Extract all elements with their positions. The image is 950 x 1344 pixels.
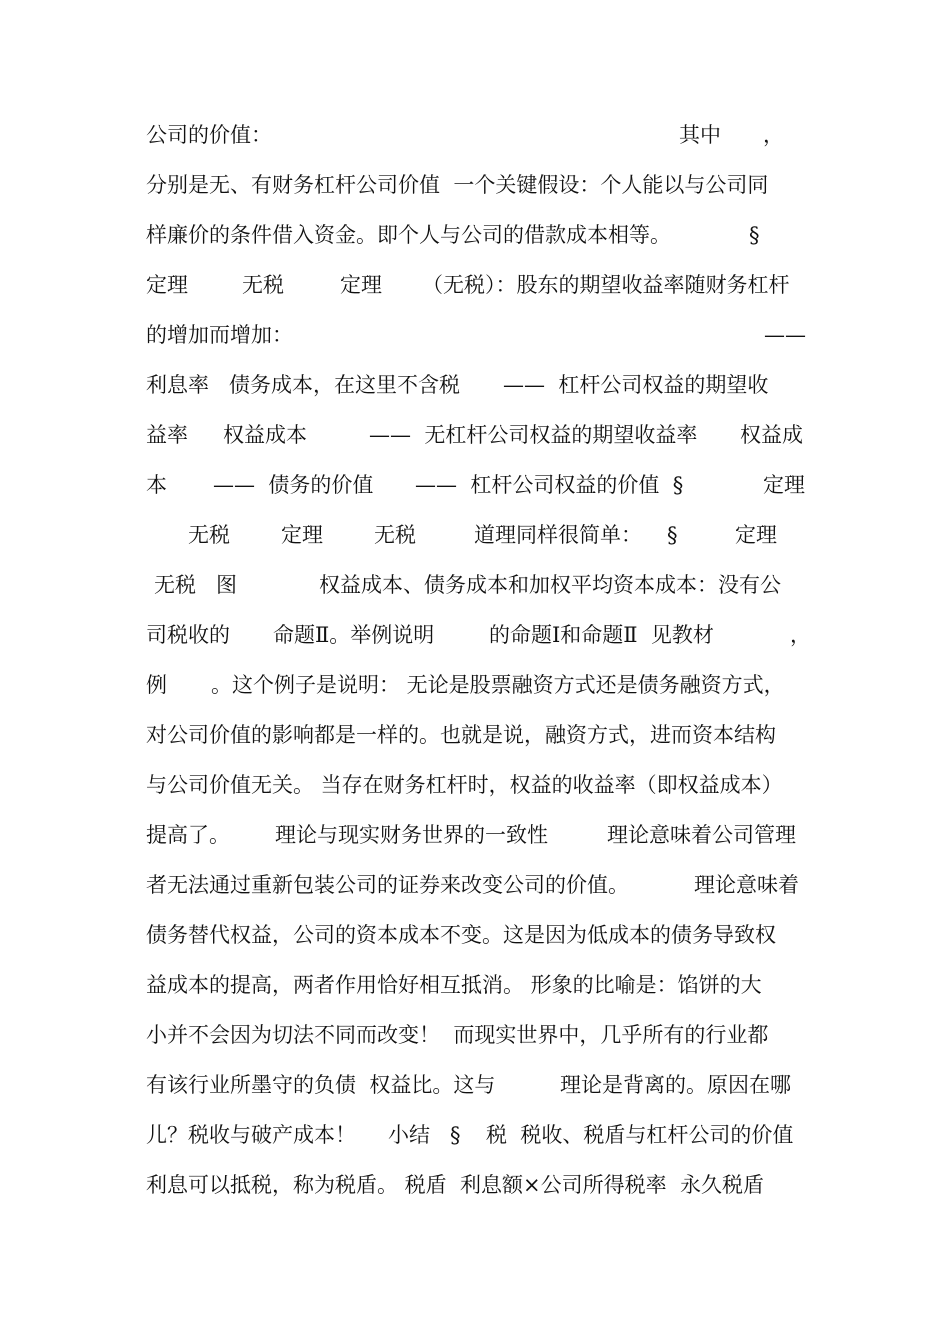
text-line [146,1118,810,1152]
text-line [146,718,810,752]
text-line [146,868,810,902]
text-line [146,168,810,202]
text-segment: —— 债务的价值 [213,473,374,497]
text-segment: 理论与现实财务世界的一致性 [275,823,548,847]
text-segment: 司税收的 [146,623,230,647]
text-line [146,918,810,952]
text-segment: 其中 [679,123,721,147]
text-segment: 定理 [340,273,382,297]
text-segment: ， [790,623,811,647]
text-line [146,668,810,702]
text-line [146,1068,810,1102]
text-line [146,418,810,452]
text-segment: 权益成 [740,423,803,447]
text-segment: 。这个例子是说明： 无论是股票融资方式还是债务融资方式， [211,673,785,697]
text-segment: 定理 [763,473,805,497]
text-segment: 与公司价值无关。 当存在财务杠杆时，权益的收益率（即权益成本） [146,773,783,797]
text-segment: 小结 § [388,1123,461,1147]
text-segment: 益成本的提高，两者作用恰好相互抵消。 形象的比喻是：馅饼的大 [146,973,762,997]
text-segment: 道理同样很简单： [474,523,642,547]
text-segment: 提高了。 [146,823,230,847]
text-segment: 定理 [281,523,323,547]
text-segment: 定理 [735,523,777,547]
text-segment: —— 杠杆公司权益的价值 § [415,473,684,497]
text-segment: 有该行业所墨守的负债 权益比。这与 [146,1073,496,1097]
text-segment: —— [764,323,806,347]
text-segment: 定理 [146,273,188,297]
section-symbol: § [749,223,760,247]
text-segment: 理论意味着 [694,873,799,897]
text-segment: 的增加而增加： [146,323,293,347]
text-line [146,618,810,652]
text-segment: 无税 图 [154,573,238,597]
text-segment: 权益成本、债务成本和加权平均资本成本：没有公 [319,573,781,597]
text-segment: 税 税收、税盾与杠杆公司的价值 [486,1123,794,1147]
text-segment: 无税 [188,523,230,547]
text-segment: 理论是背离的。原因在哪 [560,1073,791,1097]
text-segment: 理论意味着公司管理 [607,823,796,847]
text-segment: 儿？税收与破产成本！ [146,1123,356,1147]
text-segment: 债务替代权益，公司的资本成本不变。这是因为低成本的债务导致权 [146,923,776,947]
text-segment: —— 无杠杆公司权益的期望收益率 [369,423,698,447]
text-segment: 样廉价的条件借入资金。即个人与公司的借款成本相等。 [146,223,671,247]
text-segment: 小并不会因为切法不同而改变！ 而现实世界中，几乎所有的行业都 [146,1023,769,1047]
text-segment: 权益成本 [223,423,307,447]
text-segment: （无税）：股东的期望收益率随财务杠杆 [422,273,790,297]
text-segment: 本 [146,473,167,497]
text-line [146,218,810,252]
text-line [146,1168,810,1202]
text-line [146,468,810,502]
text-segment: 无税 [242,273,284,297]
text-line [146,518,810,552]
text-segment: —— 杠杆公司权益的期望收 [503,373,769,397]
text-line [146,368,810,402]
text-segment: ， [763,123,784,147]
text-segment: 益率 [146,423,188,447]
text-segment: 的命题Ⅰ和命题Ⅱ 见教材 [489,623,714,647]
text-line [146,268,810,302]
text-segment: 利息可以抵税，称为税盾。 税盾 利息额×公司所得税率 永久税盾 [146,1173,764,1197]
text-line [146,768,810,802]
text-segment: 例 [146,673,167,697]
section-symbol: § [667,523,678,547]
text-segment: 分别是无、有财务杠杆公司价值 一个关键假设：个人能以与公司同 [146,173,769,197]
text-segment: 无税 [374,523,416,547]
text-segment: 公司的价值： [146,123,272,147]
text-line [146,1018,810,1052]
text-line [146,568,810,602]
text-segment: 者无法通过重新包装公司的证券来改变公司的价值。 [146,873,629,897]
text-line [146,318,810,352]
text-line [146,818,810,852]
text-segment: 对公司价值的影响都是一样的。也就是说，融资方式，进而资本结构 [146,723,776,747]
text-line [146,118,810,152]
text-line [146,968,810,1002]
text-segment: 利息率 债务成本，在这里不含税 [146,373,461,397]
text-segment: 命题Ⅱ。举例说明 [273,623,435,647]
